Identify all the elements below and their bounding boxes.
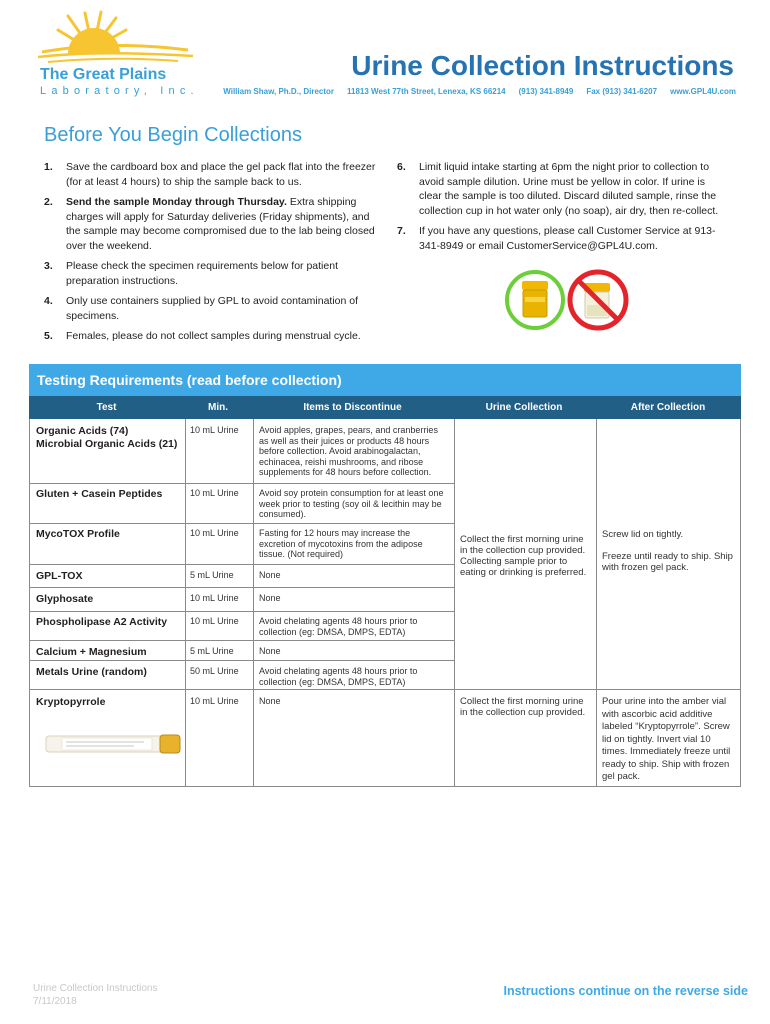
instruction-text [66, 259, 384, 288]
instruction-number: 1. [44, 161, 53, 173]
table-row-test: Gluten + Casein Peptides [36, 488, 163, 500]
footer-doc-date: 7/11/2018 [33, 996, 77, 1007]
sun-logo-icon [38, 10, 198, 68]
footer-doc-name: Urine Collection Instructions [33, 983, 158, 994]
instruction-number: 5. [44, 330, 53, 342]
instruction-text [66, 329, 384, 344]
table-row-discontinue: None [259, 570, 281, 580]
table-row-min: 10 mL Urine [190, 593, 239, 603]
logo-subtitle: Laboratory, Inc. [40, 85, 199, 97]
column-header-after-collection: After Collection [630, 402, 706, 413]
instruction-number: 2. [44, 196, 53, 208]
table-row-test: Glyphosate [36, 593, 94, 605]
instructions-left-column [44, 160, 384, 350]
director-name: William Shaw, Ph.D., Director [223, 87, 335, 96]
table-row-min: 5 mL Urine [190, 570, 234, 580]
fax: Fax (913) 341-6207 [586, 87, 658, 96]
table-row-discontinue: Fasting for 12 hours may increase the excretion of mycotoxins from the adipose tissue. (Not required) [259, 528, 423, 559]
table-row-min: 10 mL Urine [190, 488, 239, 498]
instruction-item [44, 259, 384, 288]
after-collection-instructions: Screw lid on tightly. Freeze until ready to ship. Ship with frozen gel pack. [602, 529, 733, 573]
instruction-item [44, 329, 384, 344]
testing-requirements-title: Testing Requirements (read before collection) [37, 372, 342, 388]
table-row-min: 10 mL Urine [190, 696, 239, 706]
table-row-test: Kryptopyrrole [36, 696, 106, 708]
instruction-item [397, 160, 727, 218]
table-row-test: MycoTOX Profile [36, 528, 120, 540]
section-title-before: Before You Begin Collections [44, 124, 302, 146]
column-header-discontinue: Items to Discontinue [303, 402, 402, 413]
urine-collection-instructions: Collect the first morning urine in the collection cup provided. Collecting sample prior to eating or drinking is preferred. [460, 534, 587, 578]
instruction-body: Extra shipping charges will apply for Saturday deliveries (Friday shipments), and the sample may become compromised due to the lab being closed over the weekend. [66, 196, 375, 252]
footer-continue-note: Instructions continue on the reverse side [503, 984, 748, 998]
table-row-min: 5 mL Urine [190, 646, 234, 656]
instructions-right-column [397, 160, 727, 259]
kryptopyrrole-urine-collection: Collect the first morning urine in the collection cup provided. [460, 696, 586, 718]
footer-document-info [33, 982, 158, 1008]
table-row-discontinue: None [259, 696, 281, 706]
document-title: Urine Collection Instructions [351, 50, 734, 81]
table-row-test: GPL-TOX [36, 570, 83, 582]
table-row-min: 10 mL Urine [190, 425, 239, 435]
instruction-text [66, 160, 384, 189]
company-logo [38, 10, 208, 100]
table-row-discontinue: Avoid apples, grapes, pears, and cranberries as well as their juices or products 48 hours before collection. Avoid arabinogalactan, echinacea, reishi mushrooms, and ribose supplements for 48 hours before collection. [259, 425, 438, 477]
website-link[interactable]: www.GPL4U.com [670, 87, 736, 96]
instruction-text [419, 160, 727, 218]
instruction-text [66, 195, 384, 253]
instruction-number: 3. [44, 260, 53, 272]
column-header-min: Min. [208, 402, 228, 413]
table-row-test: Calcium + Magnesium [36, 646, 147, 658]
instruction-text [419, 224, 727, 253]
table-header-row [29, 396, 741, 419]
instruction-body: Limit liquid intake starting at 6pm the night prior to collection to avoid sample dilution. Urine must be yellow in color. If urine is clear the sample is too diluted. Discard diluted sample, rinse the collection cup in hot water only (no soap), air dry, then re-collect. [419, 161, 719, 217]
table-row-discontinue: Avoid soy protein consumption for at least one week prior to testing (soy oil & lecithin may be consumed). [259, 488, 444, 519]
instruction-body: Only use containers supplied by GPL to avoid contamination of specimens. [66, 295, 359, 322]
instruction-item [397, 224, 727, 253]
instruction-number: 7. [397, 225, 406, 237]
table-row-discontinue: Avoid chelating agents 48 hours prior to collection (eg: DMSA, DMPS, EDTA) [259, 616, 418, 637]
column-header-test: Test [96, 402, 117, 413]
instruction-body: Females, please do not collect samples during menstrual cycle. [66, 330, 361, 342]
instruction-body: Save the cardboard box and place the gel pack flat into the freezer (for at least 4 hours) to ship the sample back to us. [66, 161, 376, 188]
contact-info [223, 87, 736, 96]
table-row-min: 50 mL Urine [190, 666, 239, 676]
instruction-emphasis: Send the sample Monday through Thursday. [66, 196, 287, 208]
table-row-discontinue: Avoid chelating agents 48 hours prior to collection (eg: DMSA, DMPS, EDTA) [259, 666, 418, 687]
address: 11813 West 77th Street, Lenexa, KS 66214 [347, 87, 506, 96]
instruction-text [66, 294, 384, 323]
phone: (913) 341-8949 [518, 87, 574, 96]
amber-vial-icon [44, 732, 182, 756]
testing-requirements-band [29, 364, 741, 396]
table-row-discontinue: None [259, 646, 281, 656]
instruction-item [44, 294, 384, 323]
instruction-item [44, 195, 384, 253]
instruction-number: 6. [397, 161, 406, 173]
table-row-discontinue: None [259, 593, 281, 603]
table-row-test: Metals Urine (random) [36, 666, 147, 678]
kryptopyrrole-after-collection: Pour urine into the amber vial with ascorbic acid additive labeled “Kryptopyrrole”. Screw lid on tightly. Invert vial 10 times. Immediately freeze until ready to ship. Ship with frozen gel pack. [602, 696, 731, 782]
instruction-body: Please check the specimen requirements below for patient preparation instructions. [66, 260, 338, 287]
instruction-body: If you have any questions, please call Customer Service at 913-341-8949 or email CustomerService@GPL4U.com. [419, 225, 716, 252]
instruction-number: 4. [44, 295, 53, 307]
sample-color-comparison-icon [502, 267, 632, 333]
table-row-test: Phospholipase A2 Activity [36, 616, 168, 628]
table-row-test: Organic Acids (74) Microbial Organic Acids (21) [36, 425, 178, 450]
column-header-urine-collection: Urine Collection [485, 402, 563, 413]
table-row-min: 10 mL Urine [190, 616, 239, 626]
table-row-min: 10 mL Urine [190, 528, 239, 538]
instruction-item [44, 160, 384, 189]
logo-name: The Great Plains [40, 66, 167, 83]
